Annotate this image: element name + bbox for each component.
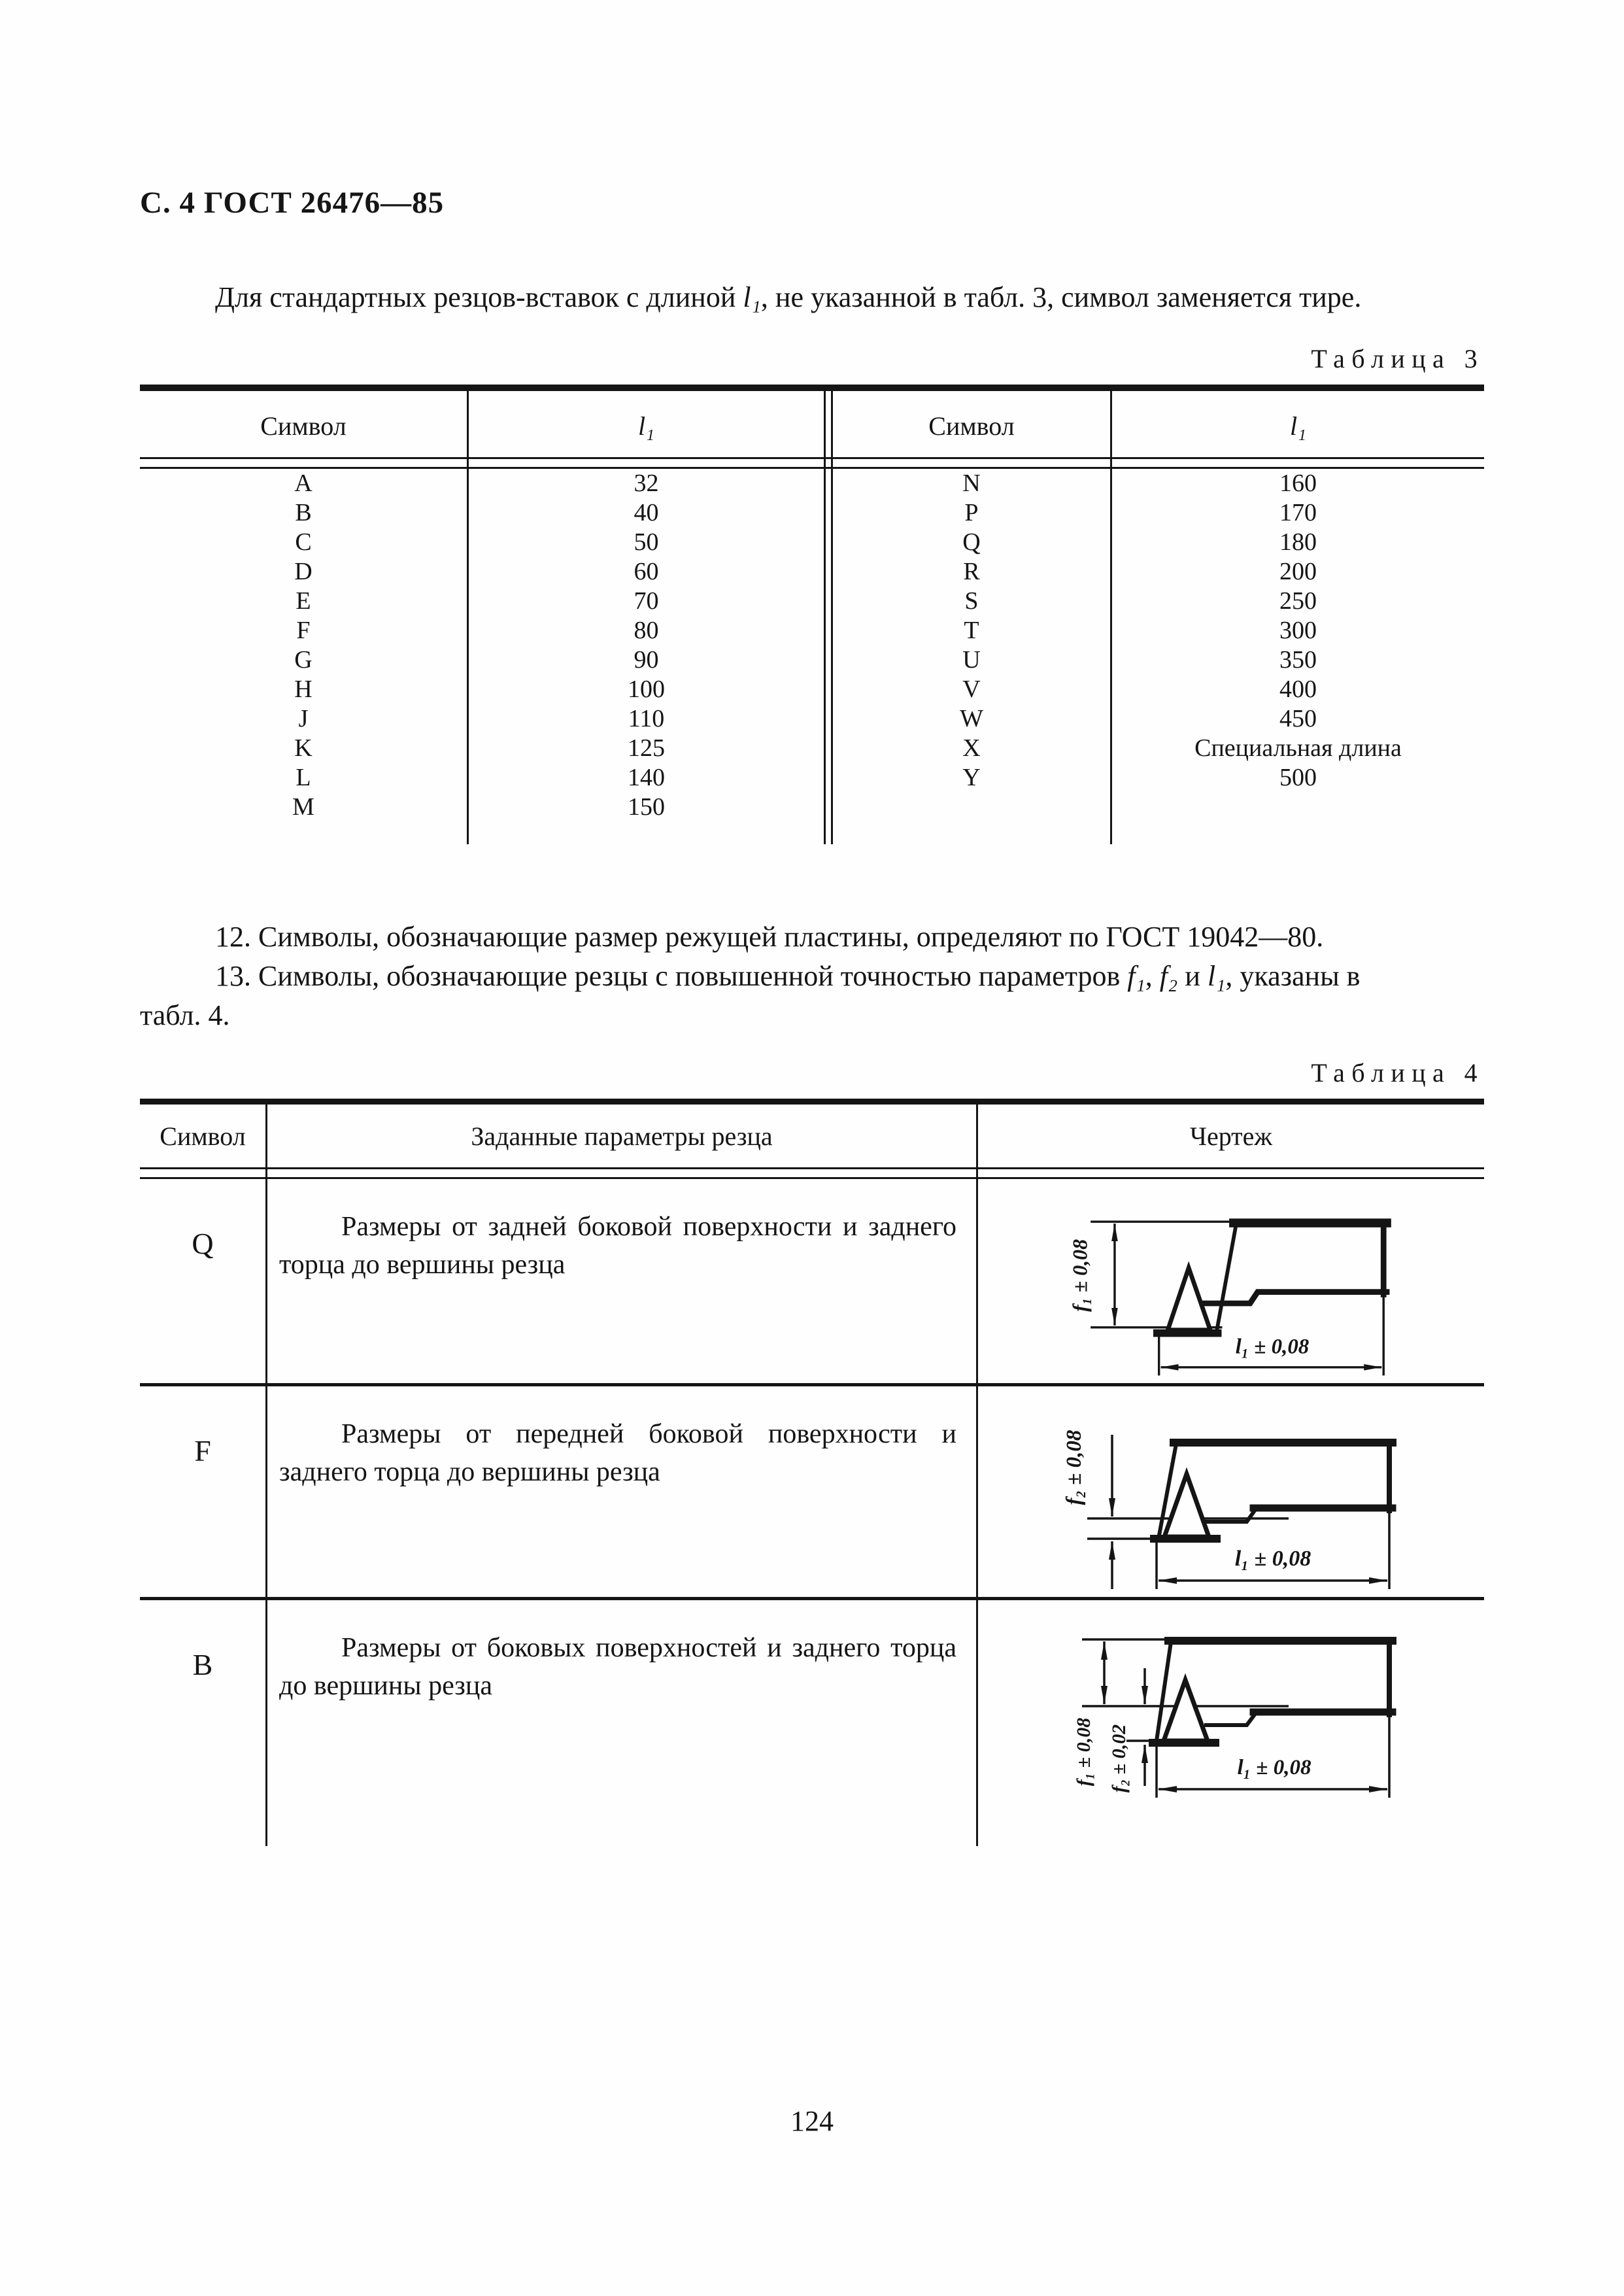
intro-text-pre: Для стандартных резцов-вставок с длиной <box>215 281 743 313</box>
table3-cell-length: 80 <box>467 616 824 645</box>
table3-cell-symbol: Y <box>962 764 981 791</box>
table3-double-divider <box>824 645 833 675</box>
tool-step-edge <box>1206 1715 1255 1725</box>
p13-comma: , <box>1145 960 1160 992</box>
table4-desc-f: Размеры от передней боковой поверхности и заднего торца до вершины резца <box>265 1383 976 1597</box>
dimension-label-f2: f₂ ± 0,02 <box>1108 1724 1130 1793</box>
technical-drawing-f <box>1028 1394 1434 1597</box>
page-header: С. 4 ГОСТ 26476—85 <box>140 186 445 220</box>
p13-var-l1: l₁ <box>1207 960 1226 992</box>
table3-cell-symbol: K <box>294 734 313 762</box>
dimension-label-f1: f₁ ± 0,08 <box>1068 1239 1092 1312</box>
table3-cell-symbol: B <box>295 499 312 526</box>
table3-cell-symbol: A <box>294 470 313 497</box>
table3-cell-symbol: P <box>964 499 979 526</box>
table3-double-divider <box>824 734 833 763</box>
table3-cell-symbol: G <box>294 646 313 674</box>
table4-header-rule <box>976 1167 1484 1179</box>
table3-double-divider <box>824 528 833 557</box>
table4-drawing-b <box>976 1597 1484 1846</box>
table3-double-divider <box>824 469 833 498</box>
technical-drawing-q <box>1035 1187 1427 1383</box>
p13-var-f1: f₁ <box>1127 960 1145 992</box>
table3-cell-length: 300 <box>1110 616 1484 645</box>
table3-cell-symbol: D <box>294 558 313 585</box>
table3-header-symbol-left: Символ <box>260 411 347 441</box>
table4-header-params: Заданные параметры резца <box>265 1105 976 1167</box>
table3-header-rule <box>140 457 467 469</box>
table3-cell-length: 60 <box>467 557 824 587</box>
table3-double-divider <box>824 498 833 528</box>
insert-triangle <box>1164 1680 1208 1741</box>
table3-cell-length: 150 <box>467 793 824 844</box>
table3-cell-length: 350 <box>1110 645 1484 675</box>
table3-cell-symbol: F <box>296 617 311 644</box>
table3-cell-length: 140 <box>467 763 824 793</box>
p13-text-pre: 13. Символы, обозначающие резцы с повышенной точностью параметров <box>215 960 1128 992</box>
intro-var-l1: l₁ <box>743 281 761 313</box>
table3-header-symbol-right: Символ <box>928 411 1015 441</box>
table4 <box>140 1099 1484 1846</box>
p13-text-post: , указаны в <box>1225 960 1361 992</box>
table4-desc-q: Размеры от задней боковой поверхности и заднего торца до вершины резца <box>265 1179 976 1383</box>
p13-var-f2: f₂ <box>1159 960 1178 992</box>
paragraph-12: 12. Символы, обозначающие размер режущей пластины, определяют по ГОСТ 19042—80. <box>215 921 1324 953</box>
table3-cell-length: 250 <box>1110 587 1484 616</box>
table3-double-divider <box>824 391 833 457</box>
table3-double-divider <box>824 763 833 793</box>
table3-cell-symbol: V <box>962 676 981 703</box>
dimension-label-l1: l₁ ± 0,08 <box>1235 1335 1310 1359</box>
table4-header-rule <box>265 1167 976 1179</box>
table3-cell-symbol: C <box>295 528 312 556</box>
technical-drawing-b <box>1028 1608 1434 1812</box>
table4-drawing-q <box>976 1179 1484 1383</box>
dimension-label-l1: l₁ ± 0,08 <box>1237 1756 1311 1779</box>
table3-cell-length: 400 <box>1110 675 1484 704</box>
table3-cell-symbol: W <box>960 705 983 732</box>
table3-cell-symbol: S <box>964 587 979 615</box>
table3-double-divider <box>824 616 833 645</box>
table3-cell-length: 50 <box>467 528 824 557</box>
dimension-label-f1: f₁ ± 0,08 <box>1073 1717 1094 1787</box>
tool-left-edge <box>1217 1224 1236 1329</box>
table3-cell-symbol: E <box>296 587 311 615</box>
table3 <box>140 385 1484 844</box>
paragraph-13-continuation: табл. 4. <box>140 999 230 1031</box>
table3-cell-length: 100 <box>467 675 824 704</box>
table4-header-symbol: Символ <box>160 1121 246 1151</box>
insert-triangle <box>1168 1268 1210 1330</box>
table4-desc-b: Размеры от боковых поверхностей и заднего торца до вершины резца <box>265 1597 976 1846</box>
table3-cell-length: 180 <box>1110 528 1484 557</box>
table4-header-rule <box>140 1167 265 1179</box>
insert-triangle <box>1164 1474 1209 1537</box>
table3-header-l1-left: l₁ <box>467 391 824 457</box>
table3-cell-symbol: Q <box>962 528 981 556</box>
table3-header-rule <box>833 457 1110 469</box>
table3-double-divider <box>824 704 833 734</box>
table3-header-rule <box>467 457 824 469</box>
table3-cell-length: 200 <box>1110 557 1484 587</box>
intro-paragraph <box>140 278 1484 317</box>
table3-cell-symbol: L <box>296 764 311 791</box>
table4-symbol-f: F <box>140 1383 265 1597</box>
table3-cell-length: 500 <box>1110 763 1484 793</box>
table3-cell-symbol: N <box>962 470 981 497</box>
intro-text-post: , не указанной в табл. 3, символ заменяется тире. <box>760 281 1362 313</box>
table3-cell-length: 170 <box>1110 498 1484 528</box>
table3-cell-length: 40 <box>467 498 824 528</box>
tool-step-edge <box>1206 1511 1255 1522</box>
table3-cell-length: Специальная длина <box>1110 734 1484 763</box>
table3-cell-length: 125 <box>467 734 824 763</box>
table3-header-rule <box>1110 457 1484 469</box>
table3-cell-symbol: T <box>964 617 979 644</box>
table4-caption: Таблица 4 <box>1311 1058 1484 1088</box>
table3-cell-length: 160 <box>1110 469 1484 498</box>
table3-cell-length: 70 <box>467 587 824 616</box>
table3-cell-length: 32 <box>467 469 824 498</box>
table3-cell-symbol: H <box>294 676 313 703</box>
table3-cell-symbol: X <box>962 734 981 762</box>
table3-cell-symbol: J <box>298 705 309 732</box>
table4-header-drawing: Чертеж <box>976 1105 1484 1167</box>
table3-double-divider <box>824 587 833 616</box>
table3-double-divider <box>824 793 833 844</box>
table3-header-l1-right: l₁ <box>1110 391 1484 457</box>
table3-caption: Таблица 3 <box>1311 344 1484 373</box>
table3-cell-length: 90 <box>467 645 824 675</box>
table3-cell-length: 450 <box>1110 704 1484 734</box>
table3-cell-length <box>1110 793 1484 844</box>
table3-cell-symbol: U <box>962 646 981 674</box>
table3-cell-symbol <box>833 793 1110 844</box>
table3-double-divider <box>824 557 833 587</box>
table4-symbol-b: B <box>140 1597 265 1846</box>
page-number: 124 <box>790 2105 834 2137</box>
paragraph-13 <box>140 957 1484 996</box>
dimension-label-f2: f₂ ± 0,08 <box>1062 1430 1086 1505</box>
table3-cell-symbol: R <box>963 558 980 585</box>
table3-cell-length: 110 <box>467 704 824 734</box>
table3-cell-symbol: M <box>292 793 314 821</box>
tool-bottom-edge <box>1203 1292 1387 1303</box>
table3-double-divider <box>824 675 833 704</box>
table3-header-rule <box>824 457 833 469</box>
table4-drawing-f <box>976 1383 1484 1597</box>
dimension-label-l1: l₁ ± 0,08 <box>1234 1547 1311 1571</box>
table4-symbol-q: Q <box>192 1227 214 1260</box>
p13-and: и <box>1177 960 1208 992</box>
